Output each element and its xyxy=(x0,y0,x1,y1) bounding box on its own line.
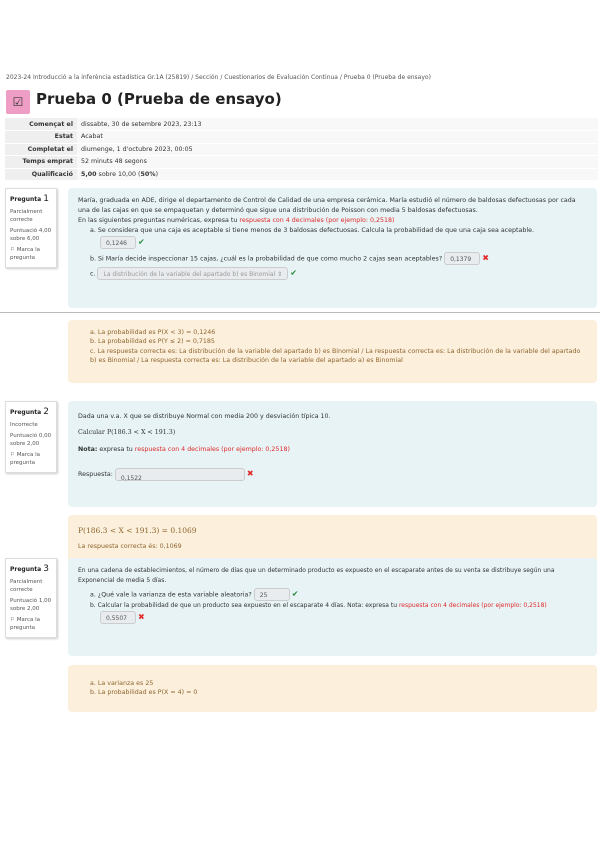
incorrect-icon: ✖ xyxy=(138,612,145,622)
flag-icon: ⚐ xyxy=(10,246,15,253)
flag-question[interactable]: ⚐ Marca la pregunta xyxy=(10,616,40,631)
flag-icon: ⚐ xyxy=(10,451,15,458)
breadcrumb-section[interactable]: Sección xyxy=(195,74,219,81)
question-score: Puntuació 0,00 sobre 2,00 xyxy=(10,433,52,447)
breadcrumb-category[interactable]: Cuestionarios de Evaluación Continua xyxy=(224,74,338,81)
incorrect-icon: ✖ xyxy=(482,253,489,263)
question-state: Incorrecte xyxy=(10,422,38,429)
question-score: Puntuació 4,00 sobre 6,00 xyxy=(10,227,52,242)
feedback-2: P(186.3 < X < 191.3) = 0.1069 La respuesta correcta és: 0,1069 xyxy=(68,515,597,565)
question-3: En una cadena de establecimientos, el número de días que un determinado producto es expuesto en el escaparate antes de su venta se distribuye según una Exponencial de media 5 días. a. ¿Qué vale la varianza de esta variable aleatoria? 25 ✔ b. Calcular la probabilidad de que un producto sea expuesto en el escaparate 4 días. Nota: expresa tu respuesta con 4 decimales (por ejemplo: 0,2518) 0,5507 ✖ xyxy=(68,558,597,656)
question-info-2: Pregunta 2 Incorrecte Puntuació 0,00 sobre 2,00 ⚐ Marca la pregunta xyxy=(5,401,57,473)
quiz-icon: ☑ xyxy=(6,90,30,114)
attempt-summary: Començat el dissabte, 30 de setembre 2023, 23:13 Estat Acabat Completat el diumenge, 1 d'octubre 2023, 00:05 Temps emprat 52 minuts 48 segons Qualificació 5,00 sobre 10,00 (50%) xyxy=(5,118,598,181)
page-break-divider xyxy=(0,312,600,313)
question-1: María, graduada en ADE, dirige el departamento de Control de Calidad de una empresa cerámica. María estudió el número de baldosas defectuosas por cada una de las cajas en que se empaquetan y determinó que sigue una distribución de Poisson con media 5 baldosas defectuosas. En las siguientes preguntas numéricas, expresa tu respuesta con 4 decimales (por ejemplo: 0,2518) a. Se considera que una caja es aceptable si tiene menos de 3 baldosas defectuosas. Calcula la probabilidad de que una caja sea aceptable. 0,1246 ✔ b. Si María decide inspeccionar 15 cajas, ¿cuál es la probabilidad de que como mucho 2 cajas sean aceptables? 0,1379 ✖ c. La distribución de la variable del apartado b) es Binomial ⇕ ✔ xyxy=(68,188,597,308)
answer-a-input[interactable]: 0,1246 xyxy=(100,236,136,249)
question-info-1: Pregunta 1 Parcialment correcte Puntuació 4,00 sobre 6,00 ⚐ Marca la pregunta xyxy=(5,188,57,268)
correct-icon: ✔ xyxy=(138,237,145,247)
page-title: Prueba 0 (Prueba de ensayo) xyxy=(36,90,282,108)
incorrect-icon: ✖ xyxy=(246,469,254,479)
answer-c-select[interactable]: La distribución de la variable del apartado b) es Binomial ⇕ xyxy=(97,267,288,280)
correct-icon: ✔ xyxy=(290,268,297,278)
answer-input[interactable]: 0,1522 xyxy=(115,468,245,481)
answer-b-input[interactable]: 0,5507 xyxy=(100,611,136,624)
feedback-3: a. La varianza es 25 b. La probabilidad es P(X = 4) = 0 xyxy=(68,665,597,712)
flag-question[interactable]: ⚐ Marca la pregunta xyxy=(10,246,40,261)
chevron-updown-icon: ⇕ xyxy=(277,270,283,278)
breadcrumb: 2023-24 Introducció a la inferència estadística Gr.1A (25819) / Sección / Cuestionarios de Evaluación Continua / Prueba 0 (Prueba de ensayo) xyxy=(6,74,431,81)
correct-icon: ✔ xyxy=(291,589,299,599)
answer-b-input[interactable]: 0,1379 xyxy=(444,252,480,265)
flag-icon: ⚐ xyxy=(10,616,15,623)
answer-a-input[interactable]: 25 xyxy=(254,588,290,601)
question-2: Dada una v.a. X que se distribuye Normal con media 200 y desviación típica 10. Calcular P(186.3 < X < 191.3) Nota: expresa tu respuesta con 4 decimales (por ejemplo: 0,2518) Respuesta: 0,1522 ✖ xyxy=(68,401,597,507)
question-score: Puntuació 1,00 sobre 2,00 xyxy=(10,597,52,612)
question-info-3: Pregunta 3 Parcialment correcte Puntuació 1,00 sobre 2,00 ⚐ Marca la pregunta xyxy=(5,558,57,638)
feedback-1: a. La probabilidad es P(X < 3) = 0,1246 b. La probabilidad es P(Y ≤ 2) = 0,7185 c. La respuesta correcta es: La distribución de la variable del apartado b) es Binomial / La respuesta correcta es: La distribución de la variable del apartado b) es Binomial / La respuesta correcta es: La distribución de la variable del apartado a) es Binomial xyxy=(68,320,597,383)
flag-question[interactable]: ⚐ Marca la pregunta xyxy=(10,451,40,466)
breadcrumb-current[interactable]: Prueba 0 (Prueba de ensayo) xyxy=(343,74,431,81)
question-state: Parcialment correcte xyxy=(10,579,43,594)
question-state: Parcialment correcte xyxy=(10,209,43,224)
breadcrumb-course[interactable]: 2023-24 Introducció a la inferència estadística Gr.1A (25819) xyxy=(6,74,190,81)
